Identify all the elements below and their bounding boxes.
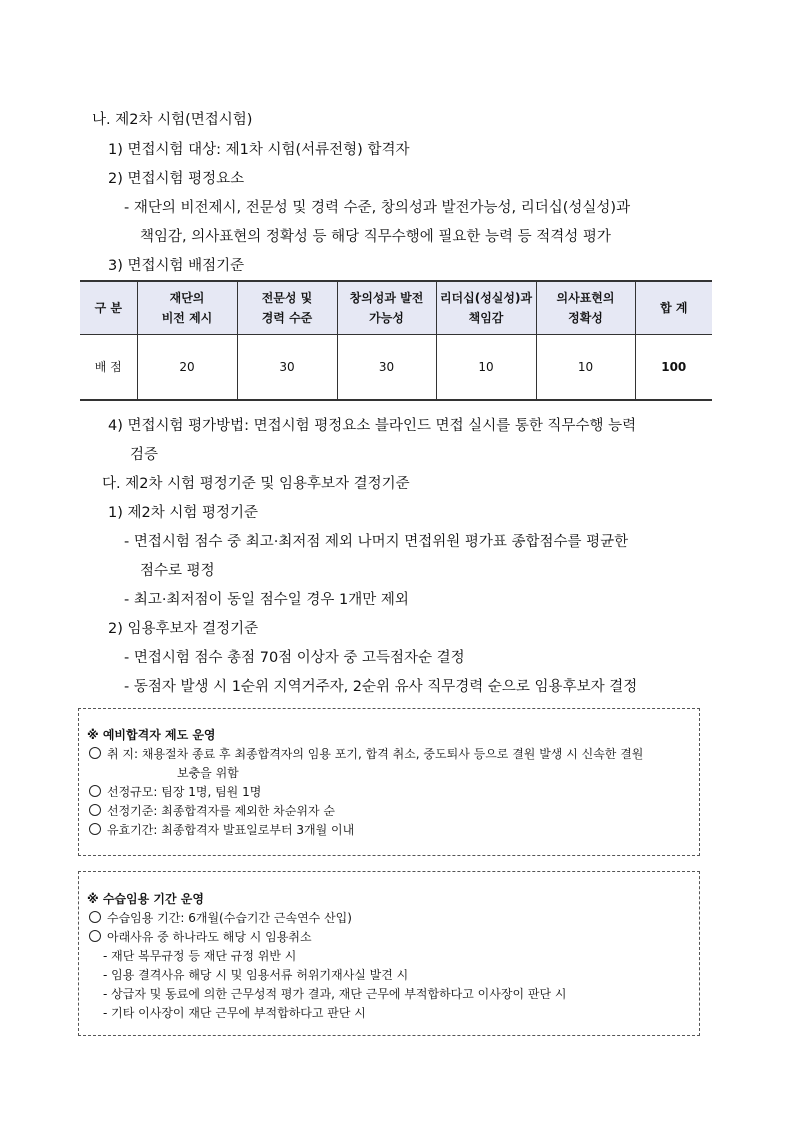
probation-box [78,871,700,1036]
scoring-criteria-title: 3) 면접시험 배점기준 [108,258,245,274]
candidate-criteria-desc-1: - 면접시험 점수 총점 70점 이상자 중 고득점자순 결정 [124,650,465,666]
reserve-standard: 선정기준: 최종합격자를 제외한 차순위자 순 [89,802,335,820]
probation-reason-4: - 기타 이사장이 재단 근무에 부적합하다고 판단 시 [103,1006,366,1020]
row-label: 배 점 [80,334,137,400]
probation-period: 수습임용 기간: 6개월(수습기간 근속연수 산입) [89,909,352,927]
reserve-scale: 선정규모: 팀장 1명, 팀원 1명 [89,783,261,801]
circle-bullet-icon [89,823,101,835]
reserve-purpose: 취 지: 채용절차 종료 후 최종합격자의 임용 포기, 합격 취소, 중도퇴사 등으로 결원 발생 시 신속한 결원 [89,745,643,763]
circle-bullet-icon [89,930,101,942]
candidate-criteria-desc-2: - 동점자 발생 시 1순위 지역거주자, 2순위 유사 직무경력 순으로 임용후보자 결정 [124,679,638,695]
probation-cancel: 아래사유 중 하나라도 해당 시 임용취소 [89,928,312,946]
probation-reason-3: - 상급자 및 동료에 의한 근무성적 평가 결과, 재단 근무에 부적합하다고 이사장이 판단 시 [103,987,567,1001]
circle-bullet-icon [89,747,101,759]
table-header-row [80,281,712,334]
interview-target: 1) 면접시험 대상: 제1차 시험(서류전형) 합격자 [108,142,410,158]
score-expression: 10 [536,334,635,400]
interview-criteria-title: 2) 면접시험 평정요소 [108,171,245,187]
circle-bullet-icon [89,785,101,797]
reserve-validity: 유효기간: 최종합격자 발표일로부터 3개월 이내 [89,821,354,839]
section-heading-na: 나. 제2차 시험(면접시험) [92,112,253,128]
table-row [80,334,712,400]
header-expertise: 전문성 및 경력 수준 [237,281,337,334]
score-creativity: 30 [337,334,436,400]
circle-bullet-icon [89,804,101,816]
evaluation-standard-desc-2: 점수로 평정 [140,563,215,579]
header-category: 구 분 [80,281,137,334]
score-leadership: 10 [436,334,536,400]
header-leadership: 리더십(성실성)과 책임감 [436,281,536,334]
evaluation-method-2: 검증 [130,447,159,463]
probation-reason-2: - 임용 결격사유 해당 시 및 임용서류 허위기재사실 발견 시 [103,968,409,982]
header-total: 합 계 [635,281,712,334]
section-heading-da: 다. 제2차 시험 평정기준 및 임용후보자 결정기준 [102,476,410,492]
header-vision: 재단의 비전 제시 [137,281,237,334]
evaluation-method-1: 4) 면접시험 평가방법: 면접시험 평정요소 블라인드 면접 실시를 통한 직무수행 능력 [108,418,637,434]
circle-bullet-icon [89,911,101,923]
evaluation-standard-desc-3: - 최고·최저점이 동일 점수일 경우 1개만 제외 [124,592,409,608]
candidate-criteria-title: 2) 임용후보자 결정기준 [108,621,259,637]
reserve-purpose-cont: 보충을 위함 [177,766,239,780]
header-creativity: 창의성과 발전 가능성 [337,281,436,334]
reserve-box-title: ※ 예비합격자 제도 운영 [87,728,216,742]
reserve-candidate-box [78,708,700,856]
evaluation-standard-title: 1) 제2차 시험 평정기준 [108,505,258,521]
interview-criteria-desc-2: 책임감, 의사표현의 정확성 등 해당 직무수행에 필요한 능력 등 적격성 평가 [140,229,611,245]
evaluation-standard-desc-1: - 면접시험 점수 중 최고·최저점 제외 나머지 면접위원 평가표 종합점수를 평균한 [124,534,629,550]
score-expertise: 30 [237,334,337,400]
scoring-table [80,280,712,401]
score-vision: 20 [137,334,237,400]
interview-criteria-desc-1: - 재단의 비전제시, 전문성 및 경력 수준, 창의성과 발전가능성, 리더십(성실성)과 [124,200,631,216]
probation-reason-1: - 재단 복무규정 등 재단 규정 위반 시 [103,949,297,963]
header-expression: 의사표현의 정확성 [536,281,635,334]
score-total: 100 [661,359,687,374]
probation-box-title: ※ 수습임용 기간 운영 [87,892,204,906]
